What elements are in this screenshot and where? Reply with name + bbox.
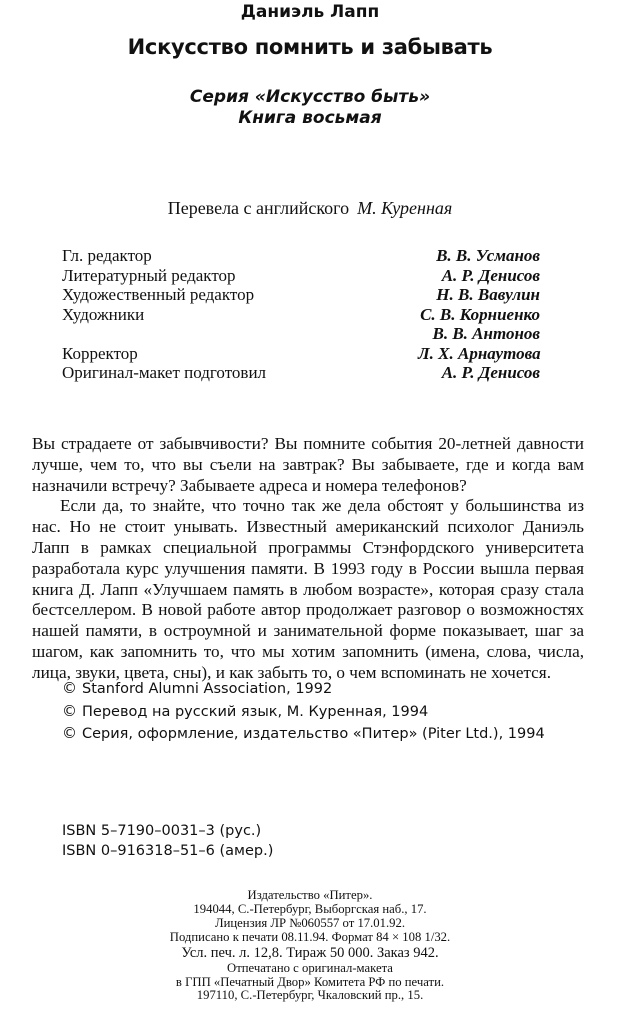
imprint-printed-from: Отпечатано с оригинал-макета — [227, 960, 393, 975]
copyright-block — [62, 678, 602, 746]
credit-role: Художественный редактор — [62, 285, 255, 304]
series-name: Серия «Искусство быть» — [189, 87, 431, 107]
translator-name: М. Куренная — [357, 198, 453, 218]
credit-name: С. В. Корниенко — [420, 304, 540, 324]
credit-role: Художники — [62, 304, 145, 324]
credit-row — [62, 305, 542, 325]
copyright-text: Stanford Alumni Association, 1992 — [82, 681, 333, 697]
book-number: Книга восьмая — [238, 108, 382, 128]
credit-name: Л. Х. Арнаутова — [418, 343, 541, 363]
translation-label: Перевела с английского — [167, 198, 350, 218]
imprint-printer-address: 197110, С.-Петербург, Чкаловский пр., 15. — [196, 988, 424, 1003]
isbn-block — [62, 821, 462, 861]
book-annotation — [32, 434, 584, 684]
translation-credit — [0, 198, 620, 219]
imprint-publisher: Издательство «Питер». — [247, 888, 373, 902]
annotation-paragraph-1: Вы страдаете от забывчивости? Вы помните события 20-летней давности лучше, чем то, что вы съели на завтрак? Вы забываете, где и когда вам назначили встречу? Забываете адреса и номера телефонов? — [32, 434, 584, 495]
credit-role: Корректор — [62, 343, 138, 363]
annotation-paragraph-2: Если да, то знайте, что точно так же дела обстоят у большинства из нас. Но не стоит унывать. Известный американский психолог Даниэль Лапп в рамках специальной программы Стэнфордского университета разработала курс улучшения памяти. В 1993 году в России вышла первая книга Д. Лапп «Улучшаем память в любом возрасте», которая сразу стала бестселлером. В новой работе автор продолжает разговор о возможностях нашей памяти, в остроумной и занимательной форме показывает, шаг за шагом, как запомнить то, что мы хотим запомнить (имена, слова, числа, лица, звуки, цвета, сны), и как забыть то, о чем вспоминать не хочется. — [32, 496, 584, 682]
imprint-printer: в ГПП «Печатный Двор» Комитета РФ по печати. — [175, 974, 445, 989]
book-author: Даниэль Лапп — [240, 2, 380, 22]
credit-role: Оригинал-макет подготовил — [62, 363, 267, 382]
copyright-symbol: © — [62, 701, 77, 720]
book-title: Искусство помнить и забывать — [127, 35, 493, 59]
imprint-address: 194044, С.-Петербург, Выборгская наб., 17. — [193, 901, 427, 916]
credit-role: Гл. редактор — [62, 246, 152, 265]
imprint-block — [0, 889, 620, 1003]
copyright-symbol: © — [62, 679, 77, 697]
credit-name: А. Р. Денисов — [441, 363, 540, 382]
copyright-line — [62, 723, 602, 746]
copyright-text: Перевод на русский язык, М. Куренная, 1994 — [82, 703, 429, 720]
imprint-license: Лицензия ЛР №060557 от 17.01.92. — [214, 915, 406, 930]
copyright-line — [62, 701, 602, 724]
imprint-signed: Подписано к печати 08.11.94. Формат 84 × 108 1/32. — [169, 929, 451, 944]
credit-role: Литературный редактор — [62, 265, 236, 285]
copyright-line — [62, 678, 602, 701]
credit-row — [62, 266, 542, 286]
credit-row — [62, 363, 542, 383]
credit-name: А. Р. Денисов — [441, 265, 540, 285]
credit-row — [62, 344, 542, 364]
isbn-russian: ISBN 5–7190–0031–3 (рус.) — [62, 823, 262, 839]
credit-name: В. В. Антонов — [432, 324, 540, 343]
copyright-text: Серия, оформление, издательство «Питер» (Piter Ltd.), 1994 — [82, 726, 545, 743]
copyright-symbol: © — [62, 724, 77, 743]
credit-row — [62, 324, 542, 344]
isbn-american: ISBN 0–916318–51–6 (амер.) — [62, 843, 274, 859]
imprint-print-run: Усл. печ. л. 12,8. Тираж 50 000. Заказ 942. — [181, 944, 439, 961]
credit-row — [62, 246, 542, 266]
credits-list — [62, 246, 542, 383]
credit-name: В. В. Усманов — [436, 246, 540, 265]
credit-name: Н. В. Вавулин — [436, 285, 540, 304]
credit-row — [62, 285, 542, 305]
